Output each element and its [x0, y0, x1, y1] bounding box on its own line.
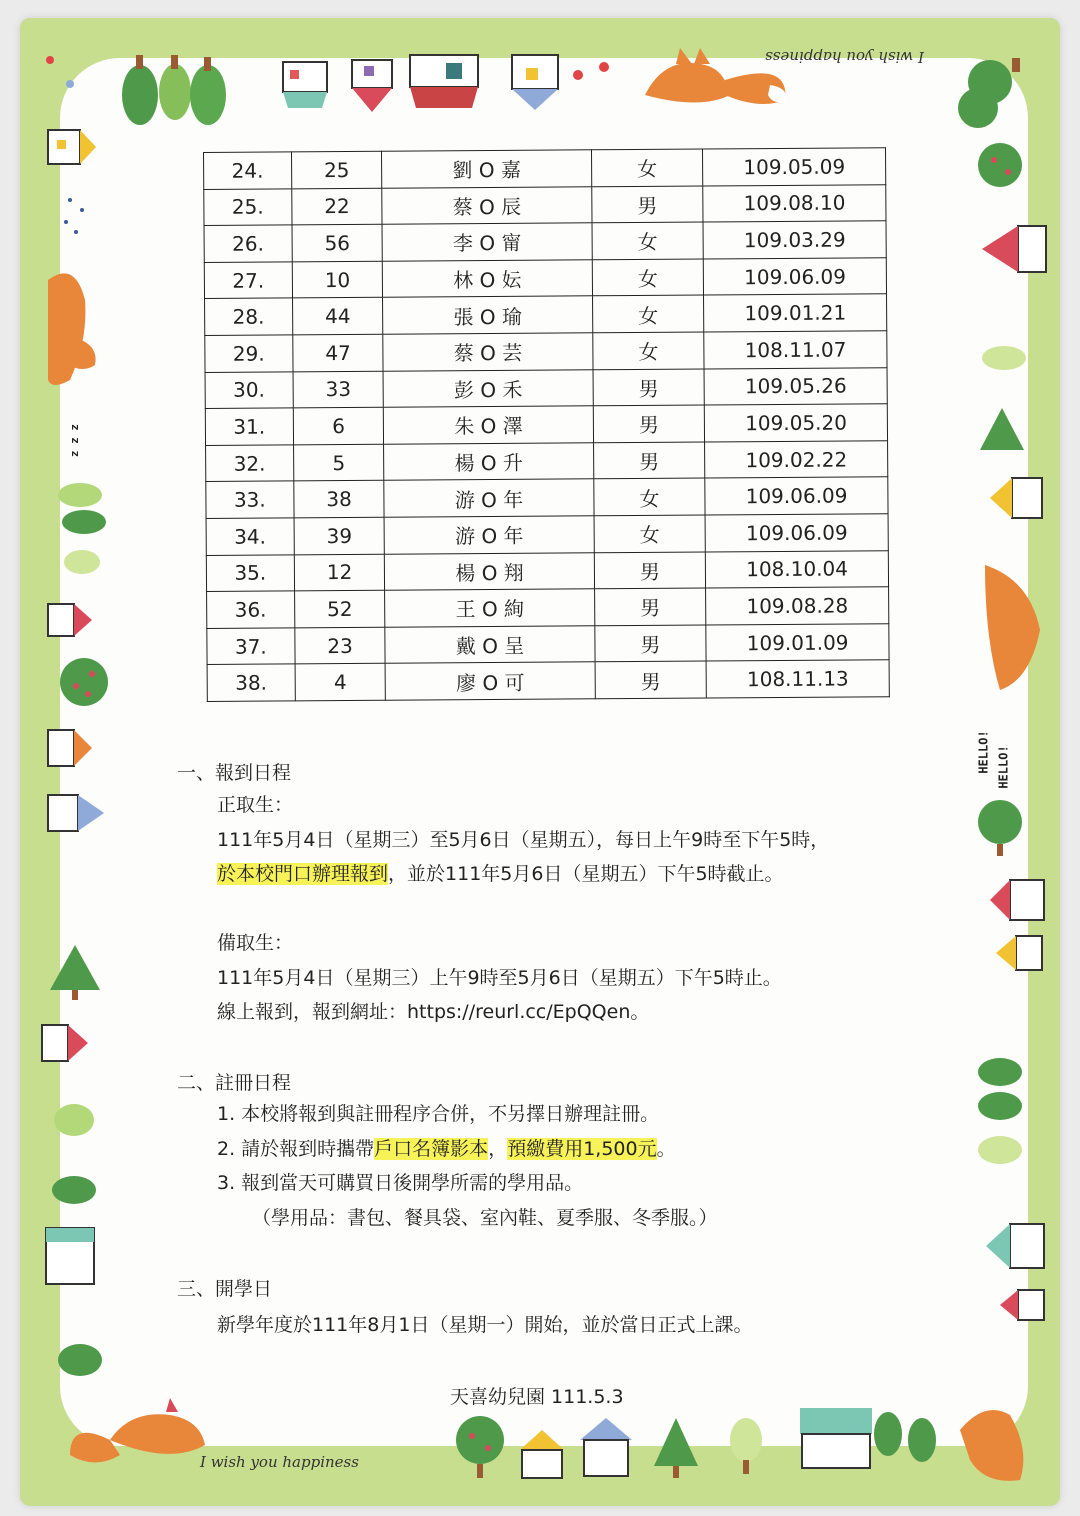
registration-item-3: 3. 報到當天可購買日後開學所需的學用品。	[217, 1172, 584, 1194]
tree-icon	[60, 658, 108, 706]
student-name: 王 O 絢	[385, 589, 594, 627]
seat-number: 10	[292, 261, 383, 298]
tree-icon	[58, 483, 106, 574]
student-name: 楊 O 翔	[385, 552, 594, 590]
student-birthdate: 109.03.29	[703, 221, 886, 259]
student-gender: 男	[595, 625, 707, 662]
table-row	[204, 148, 886, 189]
house-icon	[410, 55, 478, 108]
section2-title: 二、註冊日程	[177, 1072, 292, 1094]
seat-number: 22	[292, 188, 383, 225]
student-birthdate: 109.08.28	[706, 587, 889, 625]
seat-number: 5	[293, 444, 384, 481]
student-name: 游 O 年	[385, 516, 594, 554]
student-gender: 女	[594, 515, 706, 552]
tree-icon	[978, 143, 1022, 187]
house-icon	[283, 62, 327, 108]
tree-icon	[980, 346, 1026, 450]
house-icon	[48, 795, 104, 831]
table-row	[204, 184, 886, 225]
student-name: 李 O 甯	[382, 223, 591, 261]
student-birthdate: 108.11.13	[706, 660, 889, 698]
fox-icon	[960, 1410, 1023, 1481]
seat-number: 6	[293, 407, 384, 444]
student-name: 林 O 妘	[383, 260, 592, 298]
fox-icon	[985, 565, 1040, 690]
seat-number: 23	[295, 627, 386, 664]
registration-item-2	[217, 1132, 718, 1167]
tree-icon	[978, 800, 1022, 856]
section1-body	[217, 788, 829, 1030]
item-2-end: 。	[656, 1137, 676, 1160]
seat-number: 56	[292, 224, 383, 261]
student-name: 彭 O 禾	[384, 369, 593, 407]
seat-number: 38	[294, 481, 385, 518]
seat-number: 44	[292, 298, 383, 335]
house-icon	[1000, 1290, 1044, 1320]
student-birthdate: 108.11.07	[704, 331, 887, 369]
seat-number: 47	[293, 334, 384, 371]
seat-number: 52	[294, 590, 385, 627]
waitlist-label: 備取生：	[217, 932, 294, 954]
student-gender: 男	[593, 369, 705, 406]
row-number: 26.	[204, 225, 292, 262]
registration-item-1: 1. 本校將報到與註冊程序合併，不另擇日辦理註冊。	[217, 1103, 660, 1125]
tree-icon	[654, 1418, 698, 1478]
section2-body	[217, 1097, 718, 1235]
student-gender: 女	[591, 149, 703, 186]
tree-icon	[456, 1416, 504, 1478]
admitted-line-1: 111年5月4日（星期三）至5月6日（星期五），每日上午9時至下午5時，	[217, 828, 830, 851]
student-gender: 男	[594, 552, 706, 589]
waitlist-line-2: 線上報到，報到網址：https://reurl.cc/EpQQen。	[217, 1001, 650, 1023]
table-row	[207, 660, 889, 701]
student-gender: 男	[594, 588, 706, 625]
side-greeting-2: HELLO!	[996, 745, 1011, 789]
registration-item-3-note: （學用品：書包、餐具袋、室內鞋、夏季服、冬季服。）	[252, 1206, 718, 1229]
item-2-sep: ，	[488, 1137, 508, 1160]
student-gender: 男	[593, 442, 705, 479]
table-row	[206, 514, 888, 555]
student-gender: 女	[592, 259, 704, 296]
house-icon	[520, 1430, 564, 1478]
table-row	[206, 477, 888, 518]
row-number: 34.	[206, 518, 294, 555]
row-number: 29.	[205, 335, 293, 372]
house-icon	[48, 730, 92, 766]
student-birthdate: 109.05.20	[705, 404, 888, 442]
table-row	[205, 404, 887, 445]
student-name: 楊 O 升	[384, 443, 593, 481]
house-icon	[996, 936, 1042, 970]
highlight-household-register: 戶口名簿影本	[374, 1137, 489, 1160]
student-gender: 女	[592, 295, 704, 332]
student-gender: 男	[595, 661, 707, 698]
row-number: 25.	[204, 188, 292, 225]
row-number: 27.	[204, 262, 292, 299]
student-birthdate: 109.02.22	[705, 440, 888, 478]
house-icon	[990, 478, 1042, 518]
tree-icon	[978, 1058, 1022, 1164]
student-name: 廖 O 可	[386, 662, 595, 700]
item-2-lead: 2. 請於報到時攜帶	[217, 1137, 375, 1160]
student-birthdate: 109.01.21	[704, 294, 887, 332]
student-birthdate: 109.01.09	[706, 623, 889, 661]
table-row	[207, 587, 889, 628]
seat-number: 4	[295, 664, 386, 701]
side-greeting-1: HELLO!	[976, 730, 991, 774]
row-number: 24.	[204, 152, 292, 189]
student-gender: 女	[592, 222, 704, 259]
house-icon	[46, 1228, 94, 1284]
fox-icon	[70, 1398, 205, 1463]
student-gender: 女	[593, 478, 705, 515]
student-name: 蔡 O 辰	[382, 186, 591, 224]
table-row	[205, 294, 887, 335]
student-name: 蔡 O 芸	[383, 333, 592, 371]
house-icon	[512, 55, 558, 110]
sleep-text: z z z	[68, 423, 82, 458]
seat-number: 39	[294, 517, 385, 554]
seat-number: 25	[291, 151, 382, 188]
tree-icon	[50, 945, 100, 1000]
section3-title: 三、開學日	[177, 1278, 273, 1300]
highlight-prepaid-fee: 預繳費用1,500元	[507, 1137, 657, 1160]
table-row	[207, 623, 889, 664]
table-row	[204, 258, 886, 299]
seat-number: 12	[294, 554, 385, 591]
top-script-text: I wish you happiness	[765, 48, 924, 66]
house-icon	[580, 1418, 632, 1476]
student-birthdate: 109.06.09	[705, 514, 888, 552]
table-row	[206, 440, 888, 481]
tree-icon	[730, 1418, 762, 1474]
student-gender: 男	[591, 186, 703, 223]
house-icon	[986, 1224, 1044, 1268]
tree-icon	[58, 1344, 102, 1376]
house-icon	[352, 60, 392, 112]
student-birthdate: 109.05.26	[704, 367, 887, 405]
student-birthdate: 109.06.09	[705, 477, 888, 515]
roster-table	[203, 147, 890, 702]
student-name: 戴 O 呈	[385, 625, 594, 663]
row-number: 35.	[206, 554, 294, 591]
row-number: 36.	[207, 591, 295, 628]
student-name: 游 O 年	[384, 479, 593, 517]
admitted-label: 正取生：	[217, 794, 294, 816]
row-number: 32.	[206, 445, 294, 482]
student-birthdate: 109.06.09	[704, 258, 887, 296]
seat-number: 33	[293, 371, 384, 408]
tree-icon	[908, 1418, 936, 1462]
table-row	[205, 331, 887, 372]
row-number: 38.	[207, 664, 295, 701]
admitted-line-2-rest: ，並於111年5月6日（星期五）下午5時截止。	[388, 863, 784, 885]
row-number: 33.	[206, 481, 294, 518]
tree-icon	[874, 1412, 902, 1456]
bottom-script-text: I wish you happiness	[200, 1453, 359, 1471]
dots-icon	[64, 198, 84, 234]
roster-table-body	[204, 148, 890, 702]
section1-title: 一、報到日程	[177, 762, 292, 784]
table-row	[205, 367, 887, 408]
fox-icon	[48, 273, 96, 385]
house-icon	[982, 226, 1046, 272]
student-birthdate: 109.05.09	[703, 148, 886, 186]
student-name: 張 O 瑜	[383, 296, 592, 334]
student-name: 劉 O 嘉	[382, 150, 591, 188]
row-number: 31.	[205, 408, 293, 445]
house-icon	[48, 604, 92, 636]
signature: 天喜幼兒園 111.5.3	[450, 1386, 624, 1408]
section3-body: 新學年度於111年8月1日（星期一）開始，並於當日正式上課。	[217, 1314, 753, 1336]
waitlist-line-1: 111年5月4日（星期三）上午9時至5月6日（星期五）下午5時止。	[217, 966, 782, 989]
tree-icon	[958, 58, 1020, 128]
student-birthdate: 108.10.04	[706, 550, 889, 588]
tree-icon	[122, 55, 226, 125]
student-gender: 女	[592, 332, 704, 369]
row-number: 37.	[207, 628, 295, 665]
table-row	[206, 550, 888, 591]
tree-icon	[52, 1104, 96, 1204]
student-name: 朱 O 澤	[384, 406, 593, 444]
house-icon	[800, 1408, 872, 1468]
house-icon	[990, 880, 1044, 920]
highlight-checkin-location: 於本校門口辦理報到	[217, 863, 389, 885]
table-row	[204, 221, 886, 262]
student-gender: 男	[593, 405, 705, 442]
student-birthdate: 109.08.10	[703, 184, 886, 222]
house-icon	[48, 130, 96, 164]
admitted-line-2	[217, 857, 829, 892]
row-number: 28.	[205, 298, 293, 335]
house-icon	[42, 1025, 88, 1061]
row-number: 30.	[205, 371, 293, 408]
